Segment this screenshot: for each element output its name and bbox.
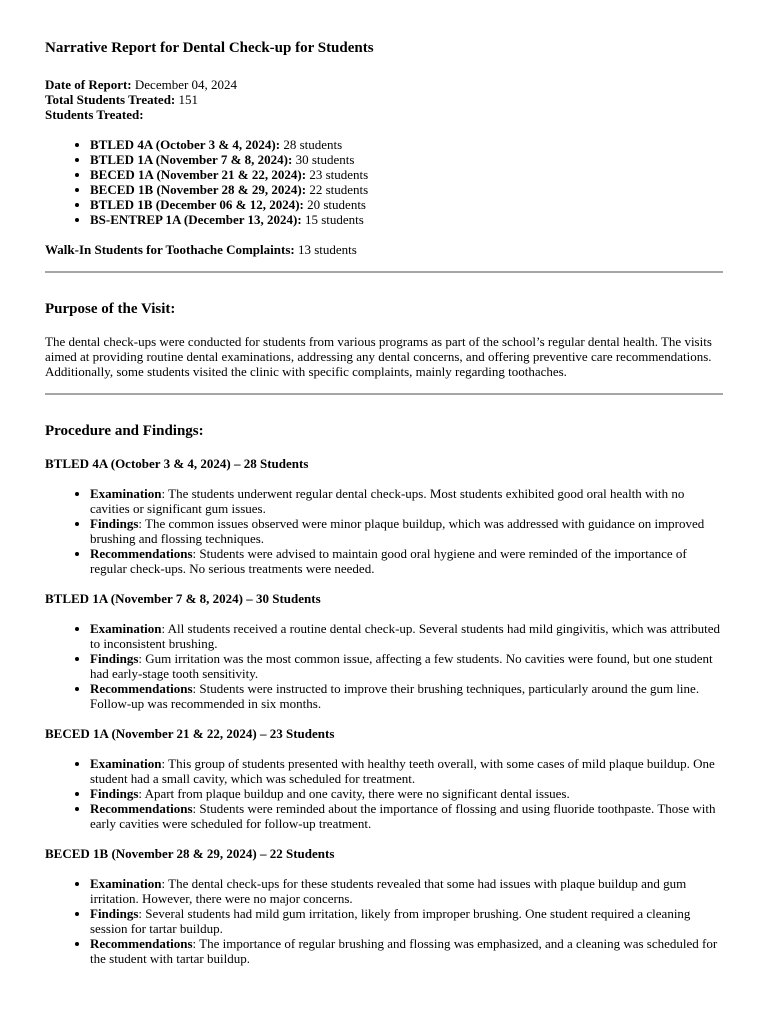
item-label: Examination bbox=[90, 621, 162, 636]
item-text: : This group of students presented with healthy teeth overall, with some cases of mild plaque buildup. One student had a small cavity, which was scheduled for treatment. bbox=[90, 756, 715, 786]
procedure-section bbox=[45, 726, 723, 831]
list-item bbox=[90, 786, 723, 801]
document-title: Narrative Report for Dental Check-up for Students bbox=[45, 40, 374, 56]
item-text: : Students were instructed to improve their brushing techniques, particularly around the gum line. Follow-up was recommended in six months. bbox=[90, 681, 700, 711]
item-label: Examination bbox=[90, 876, 162, 891]
group-label: BECED 1B (November 28 & 29, 2024): bbox=[90, 182, 307, 197]
item-label: Findings bbox=[90, 786, 139, 801]
item-label: Examination bbox=[90, 486, 162, 501]
group-count: 28 students bbox=[280, 137, 343, 152]
item-text: : Students were reminded about the importance of flossing and using fluoride toothpaste. Those with early cavities were scheduled for follow-up treatment. bbox=[90, 801, 716, 831]
item-text: : The students underwent regular dental check-ups. Most students exhibited good oral health with no cavities or significant gum issues. bbox=[90, 486, 685, 516]
list-item bbox=[90, 876, 723, 906]
date-label: Date of Report: bbox=[45, 77, 132, 92]
group-label: BTLED 1B (December 06 & 12, 2024): bbox=[90, 197, 304, 212]
group-count: 23 students bbox=[306, 167, 369, 182]
section-list bbox=[45, 756, 723, 831]
divider bbox=[45, 393, 723, 395]
group-label: BECED 1A (November 21 & 22, 2024): bbox=[90, 167, 307, 182]
section-title: BTLED 4A (October 3 & 4, 2024) – 28 Students bbox=[45, 456, 309, 471]
list-item bbox=[90, 681, 723, 711]
date-of-report bbox=[45, 77, 723, 92]
item-label: Recommendations bbox=[90, 801, 193, 816]
item-text: : The importance of regular brushing and flossing was emphasized, and a cleaning was scheduled for the student with tartar buildup. bbox=[90, 936, 718, 966]
list-item bbox=[90, 212, 723, 227]
list-item bbox=[90, 167, 723, 182]
group-label: BS-ENTREP 1A (December 13, 2024): bbox=[90, 212, 302, 227]
section-list bbox=[45, 621, 723, 711]
list-item bbox=[90, 182, 723, 197]
total-value: 151 bbox=[175, 92, 199, 107]
total-label: Total Students Treated: bbox=[45, 92, 176, 107]
group-label: BTLED 1A (November 7 & 8, 2024): bbox=[90, 152, 293, 167]
purpose-heading: Purpose of the Visit: bbox=[45, 301, 176, 317]
item-label: Examination bbox=[90, 756, 162, 771]
report-meta bbox=[45, 77, 723, 122]
item-label: Recommendations bbox=[90, 681, 193, 696]
list-item bbox=[90, 906, 723, 936]
walkin-label: Walk-In Students for Toothache Complaints: bbox=[45, 242, 295, 257]
list-item bbox=[90, 152, 723, 167]
procedure-section bbox=[45, 591, 723, 711]
group-count: 20 students bbox=[303, 197, 366, 212]
students-treated-heading bbox=[45, 107, 723, 122]
item-text: : Several students had mild gum irritation, likely from improper brushing. One student required a cleaning session for tartar buildup. bbox=[90, 906, 691, 936]
item-label: Findings bbox=[90, 516, 139, 531]
total-students-treated bbox=[45, 92, 723, 107]
procedure-section bbox=[45, 456, 723, 576]
list-item bbox=[90, 516, 723, 546]
date-value: December 04, 2024 bbox=[131, 77, 238, 92]
procedure-section bbox=[45, 846, 723, 966]
item-text: : Apart from plaque buildup and one cavity, there were no significant dental issues. bbox=[138, 786, 570, 801]
procedure-heading: Procedure and Findings: bbox=[45, 423, 204, 439]
group-label: BTLED 4A (October 3 & 4, 2024): bbox=[90, 137, 281, 152]
divider bbox=[45, 271, 723, 273]
item-text: : Students were advised to maintain good oral hygiene and were reminded of the importance of regular check-ups. No serious treatments were needed. bbox=[90, 546, 687, 576]
list-item bbox=[90, 546, 723, 576]
item-text: : The dental check-ups for these students revealed that some had issues with plaque buildup and gum irritation. However, there were no major concerns. bbox=[90, 876, 687, 906]
list-item bbox=[90, 756, 723, 786]
list-item bbox=[90, 651, 723, 681]
list-item bbox=[90, 486, 723, 516]
item-label: Findings bbox=[90, 906, 139, 921]
section-list bbox=[45, 876, 723, 966]
students-treated-list bbox=[45, 137, 723, 227]
group-count: 22 students bbox=[306, 182, 369, 197]
item-label: Recommendations bbox=[90, 546, 193, 561]
walkin-students bbox=[45, 242, 723, 257]
item-label: Findings bbox=[90, 651, 139, 666]
group-count: 15 students bbox=[301, 212, 364, 227]
item-text: : The common issues observed were minor plaque buildup, which was addressed with guidance on improved brushing and flossing techniques. bbox=[90, 516, 705, 546]
item-label: Recommendations bbox=[90, 936, 193, 951]
item-text: : Gum irritation was the most common issue, affecting a few students. No cavities were found, but one student had early-stage tooth sensitivity. bbox=[90, 651, 713, 681]
list-item bbox=[90, 801, 723, 831]
list-item bbox=[90, 197, 723, 212]
group-count: 30 students bbox=[292, 152, 355, 167]
walkin-value: 13 students bbox=[294, 242, 357, 257]
item-text: : All students received a routine dental check-up. Several students had mild gingivitis, which was attributed to inconsistent brushing. bbox=[90, 621, 721, 651]
section-title: BTLED 1A (November 7 & 8, 2024) – 30 Students bbox=[45, 591, 321, 606]
list-item bbox=[90, 137, 723, 152]
treated-label: Students Treated: bbox=[45, 107, 144, 122]
section-title: BECED 1A (November 21 & 22, 2024) – 23 Students bbox=[45, 726, 335, 741]
section-list bbox=[45, 486, 723, 576]
list-item bbox=[90, 621, 723, 651]
list-item bbox=[90, 936, 723, 966]
section-title: BECED 1B (November 28 & 29, 2024) – 22 Students bbox=[45, 846, 335, 861]
purpose-text: The dental check-ups were conducted for students from various programs as part of the school’s regular dental health. The visits aimed at providing routine dental examinations, addressing any dental concerns, and offering preventive care recommendations. Additionally, some students visited the clinic with specific complaints, mainly regarding toothaches. bbox=[45, 334, 712, 379]
